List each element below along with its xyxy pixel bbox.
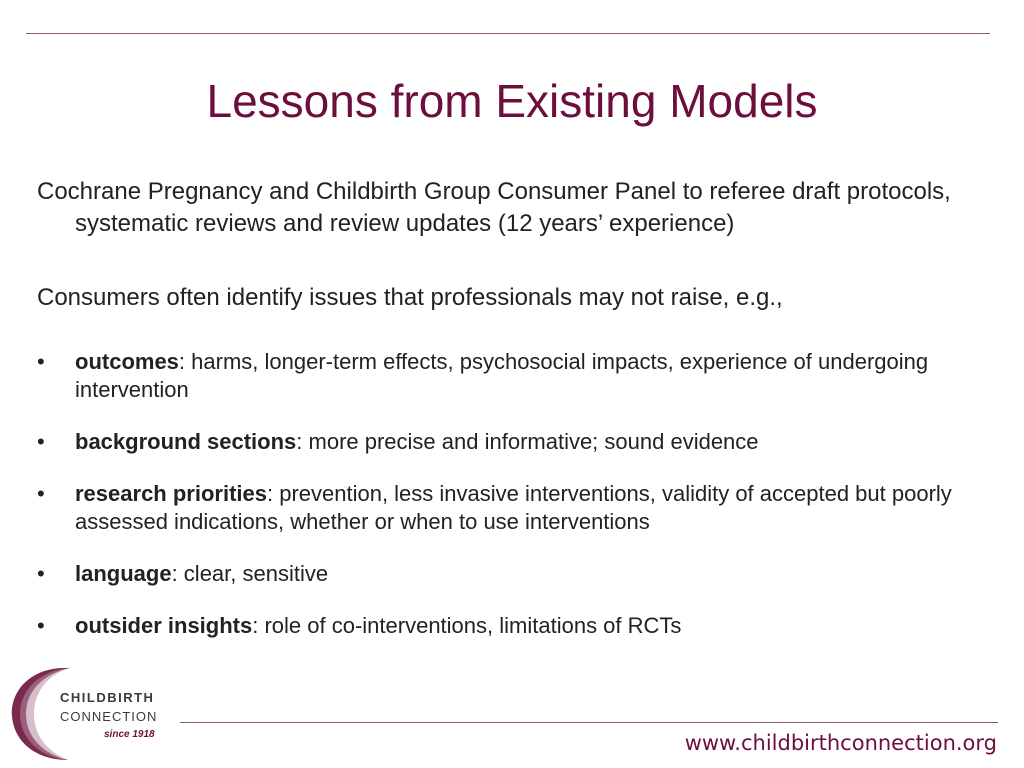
bullet-term: research priorities <box>75 481 267 506</box>
logo-line-1: CHILDBIRTH <box>60 690 155 705</box>
logo-line-2: CONNECTION <box>60 709 158 724</box>
bullet-marker: • <box>37 429 45 454</box>
bullet-marker: • <box>37 349 45 374</box>
bullet-marker: • <box>37 481 45 506</box>
logo-since: since 1918 <box>104 729 155 740</box>
bullet-term: outcomes <box>75 349 179 374</box>
bullet-term: language <box>75 561 172 586</box>
bullet-item-outcomes <box>37 348 987 404</box>
slide-title: Lessons from Existing Models <box>206 75 818 127</box>
childbirth-connection-logo <box>8 662 178 762</box>
bullet-marker: • <box>37 613 45 638</box>
bullet-term: outsider insights <box>75 613 253 638</box>
paragraph-consumers-identify: Consumers often identify issues that professionals may not raise, e.g., <box>37 284 783 311</box>
bullet-item-language <box>37 560 987 588</box>
bullet-text: : more precise and informative; sound evidence <box>296 429 759 454</box>
bullet-text: : role of co-interventions, limitations of RCTs <box>252 613 682 638</box>
bullet-text: : clear, sensitive <box>171 561 329 586</box>
top-divider <box>26 33 990 34</box>
bullet-text: : prevention, less invasive interventions, validity of accepted but poorly assessed indications, whether or when to use interventions <box>75 481 952 534</box>
bullet-list <box>37 345 987 640</box>
bullet-item-outsider-insights <box>37 612 987 640</box>
bullet-term: background sections <box>75 429 297 454</box>
bottom-divider <box>180 722 998 723</box>
paragraph-consumer-panel: Cochrane Pregnancy and Childbirth Group Consumer Panel to referee draft protocols, systematic reviews and review updates (12 years’ experience) <box>37 178 951 237</box>
bullet-marker: • <box>37 561 45 586</box>
bullet-text: : harms, longer-term effects, psychosocial impacts, experience of undergoing intervention <box>75 349 929 402</box>
footer-url[interactable]: www.childbirthconnection.org <box>684 731 997 755</box>
bullet-item-background-sections <box>37 428 987 456</box>
bullet-item-research-priorities <box>37 480 987 536</box>
